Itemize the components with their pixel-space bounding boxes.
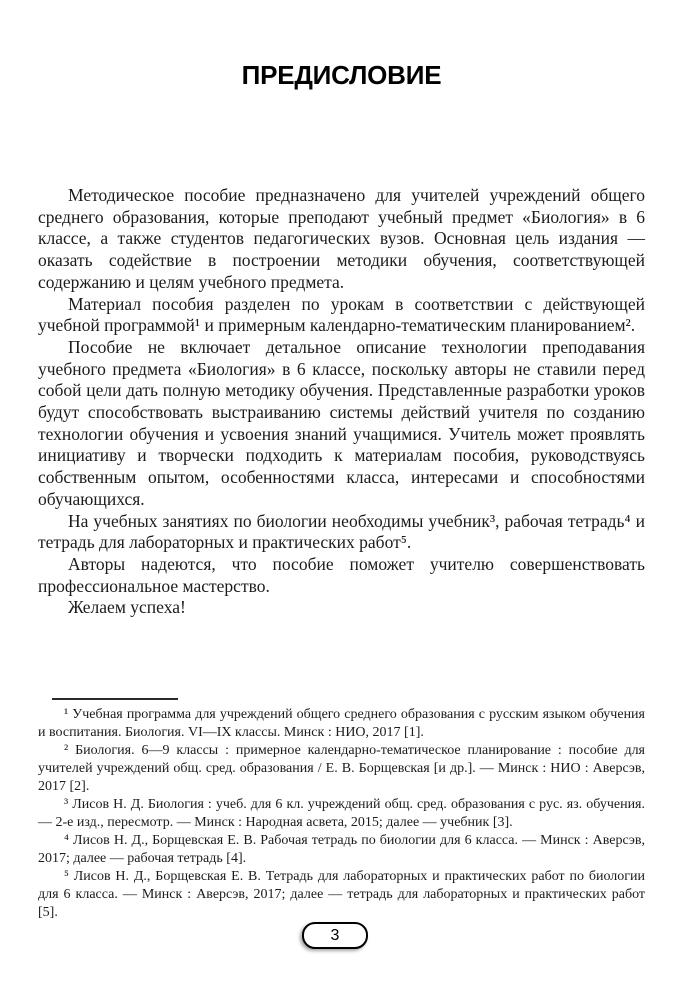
footnote-3: ³ Лисов Н. Д. Биология : учеб. для 6 кл. учреждений общ. сред. образования с рус. яз. обучения. — 2-е изд., пересмотр. — Минск : Народная асвета, 2015; далее — учебник [3]. [38,797,645,830]
footnote-separator [52,698,178,700]
paragraph-5: Авторы надеются, что пособие поможет учителю совершенствовать профессиональное мастерство. [38,553,645,596]
footnote-4: ⁴ Лисов Н. Д., Борщевская Е. В. Рабочая тетрадь по биологии для 6 класса. — Минск : Аверсэв, 2017; далее — рабочая тетрадь [4]. [38,833,645,866]
page-number-badge: 3 [302,922,368,949]
page-title: ПРЕДИСЛОВИЕ [241,60,442,90]
paragraph-2: Материал пособия разделен по урокам в соответствии с действующей учебной программой¹ и примерным календарно-тематическим планированием². [38,293,645,336]
body-text [38,185,645,619]
paragraph-3: Пособие не включает детальное описание технологии преподавания учебного предмета «Биология» в 6 классе, поскольку авторы не ставили перед собой цели дать полную методику обучения. Представленные разработки уроков будут способствовать выстраиванию системы действий учителя по созданию технологии обучения и усвоения знаний учащимися. Учитель может проявлять инициативу и творчески подходить к материалам пособия, руководствуясь собственным опытом, особенностями класса, интересами и способностями обучающихся. [38,336,645,509]
footnote-1: ¹ Учебная программа для учреждений общего среднего образования с русским языком обучения и воспитания. Биология. VI—IX классы. Минск : НИО, 2017 [1]. [38,707,645,740]
paragraph-4: На учебных занятиях по биологии необходимы учебник³, рабочая тетрадь⁴ и тетрадь для лабораторных и практических работ⁵. [38,510,645,553]
footnote-2: ² Биология. 6—9 классы : примерное календарно-тематическое планирование : пособие для учителей учреждений общ. сред. образования / Е. В. Борщевская [и др.]. — Минск : НИО : Аверсэв, 2017 [2]. [38,743,645,794]
footnote-5: ⁵ Лисов Н. Д., Борщевская Е. В. Тетрадь для лабораторных и практических работ по биологии для 6 класса. — Минск : Аверсэв, 2017; далее — тетрадь для лабораторных и практических работ [5]. [38,869,645,920]
paragraph-6: Желаем успеха! [68,597,186,618]
footnotes-block [38,698,645,922]
paragraph-1: Методическое пособие предназначено для учителей учреждений общего среднего образования, которые преподают учебный предмет «Биология» в 6 классе, а также студентов педагогических вузов. Основная цель издания — оказать содействие в построении методики обучения, соответствующей содержанию и целям учебного предмета. [38,185,645,292]
